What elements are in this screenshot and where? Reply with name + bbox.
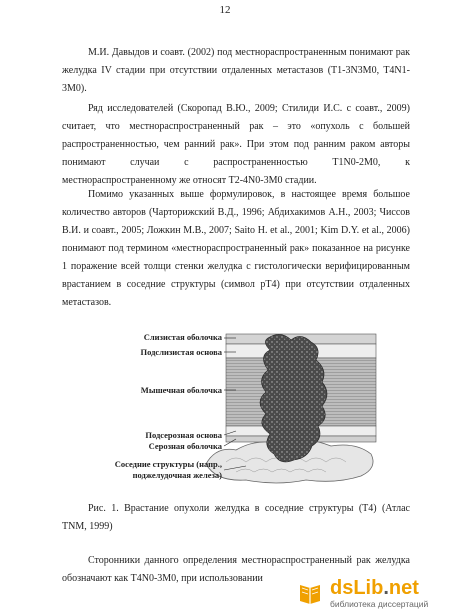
- label-subserosa: Подсерозная основа: [145, 430, 222, 440]
- watermark-logo: [296, 575, 444, 611]
- book-icon: [296, 579, 324, 607]
- stomach-wall-figure: [86, 326, 406, 494]
- label-neighbour-1: Соседние структуры (напр.,: [114, 459, 222, 469]
- label-muscularis: Мышечная оболочка: [140, 385, 222, 395]
- paragraph-3: Помимо указанных выше формулировок, в настоящее время большое количество авторов (Чарторижский В.Д., 1996; Абдихакимов А.Н., 2003; Чиссов В.И. и соавт., 2005; Ложкин М.В., 2007; Saito H. et al., 2001; Kim D.Y. et al., 2006) понимают под термином «местнораспространенный рак» показанное на рисунке 1 поражение всей толщи стенки желудка с гистологически верифицированным врастанием в соседние структуры (символ pT4) при отсутствии отдаленных метастазов.: [62, 189, 410, 308]
- label-mucosa: Слизистая оболочка: [143, 332, 222, 342]
- watermark-title: dsLib.net: [330, 576, 419, 599]
- label-serosa: Серозная оболочка: [148, 441, 222, 451]
- label-neighbour-2: поджелудочная железа): [132, 470, 222, 480]
- paragraph-2: Ряд исследователей (Скоропад В.Ю., 2009; Стилиди И.С. с соавт., 2009) считает, что местнораспространенный рак – это «опухоль с большей распространенностью, чем ранний рак». При этом под ранним раком авторы понимают случаи с распространенностью T1N0-2M0, к местнораспространенному же относят T2-4N0-3M0 стадии.: [62, 103, 410, 186]
- figure-caption: Рис. 1. Врастание опухоли желудка в соседние структуры (T4) (Атлас TNM, 1999): [62, 503, 410, 532]
- watermark-subtitle: библиотека диссертаций: [330, 598, 429, 609]
- label-submucosa: Подслизистая основа: [140, 347, 222, 357]
- page-number: 12: [219, 4, 231, 16]
- paragraph-4: Сторонники данного определения местнораспространенный рак желудка обозначают как T4N0-3M0, при использовании: [62, 555, 410, 584]
- paragraph-1: М.И. Давыдов и соавт. (2002) под местнораспространенным понимают рак желудка IV стадии при отсутствии отдаленных метастазов (T1-3N3M0, T4N1-3M0).: [62, 47, 410, 94]
